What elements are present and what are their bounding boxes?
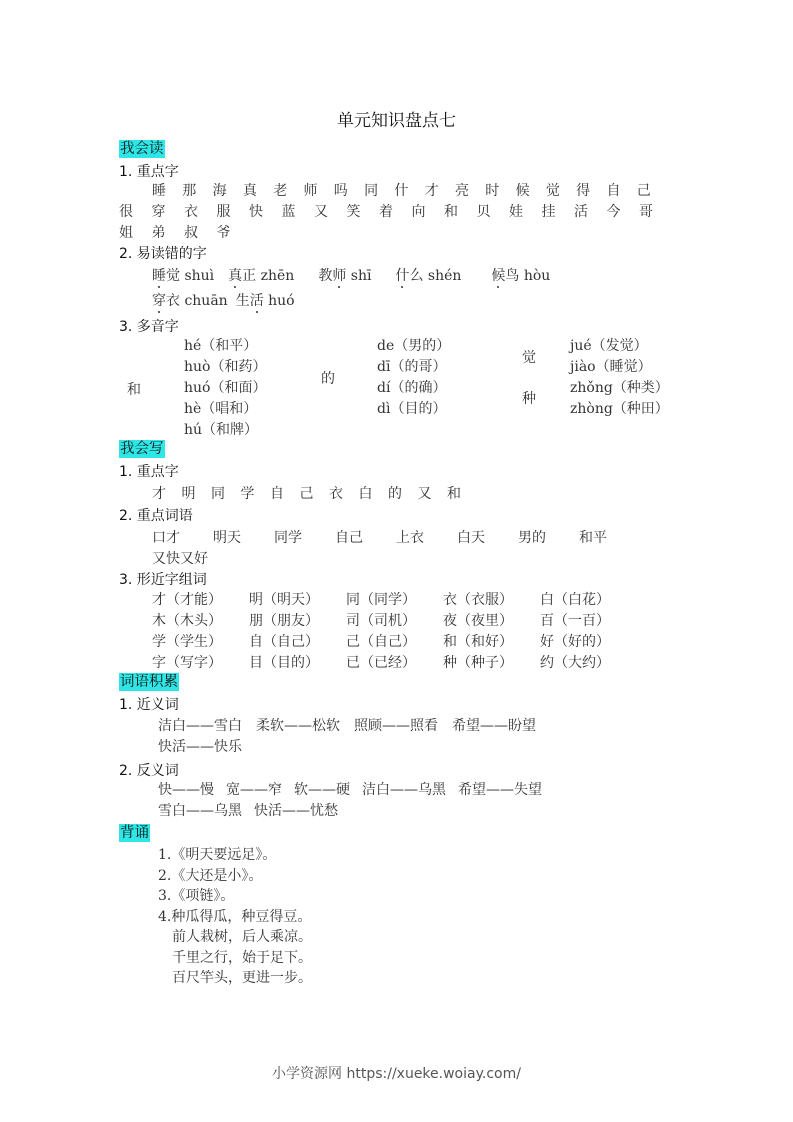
word: 自己	[335, 530, 363, 546]
page-title: 单元知识盘点七	[337, 111, 456, 131]
antonyms-line1	[158, 779, 554, 799]
poly-readings-de	[377, 336, 450, 420]
char: 才	[152, 486, 166, 502]
word: 软——硬	[294, 782, 350, 798]
similar-table	[152, 590, 637, 674]
key-words-line1	[152, 527, 640, 547]
antonyms-heading: 2. 反义词	[119, 763, 179, 779]
char: 着	[379, 204, 393, 220]
char: 海	[212, 183, 227, 199]
char: 的	[388, 486, 402, 502]
char: 自	[270, 486, 284, 502]
easy-wrong-line2	[152, 290, 295, 310]
word: 宽——窄	[226, 782, 282, 798]
easy-wrong-heading: 2. 易读错的字	[119, 246, 207, 262]
synonyms-line1	[158, 715, 550, 735]
similar-row: 木（木头） 朋（朋友） 司（司机） 夜（夜里） 百（一百）	[152, 613, 610, 629]
synonyms-line2	[158, 736, 256, 756]
char: 师	[303, 183, 318, 199]
char: 姐	[119, 225, 133, 241]
line: huò（和药）	[184, 359, 267, 375]
line: hú（和牌）	[184, 422, 259, 438]
char: 自	[606, 183, 621, 199]
char: 衣	[184, 204, 198, 220]
word: 快活——快乐	[158, 739, 242, 755]
poly-readings-he	[184, 336, 266, 441]
poly-char-he: 和	[127, 382, 141, 398]
char: 很	[119, 204, 133, 220]
easy-wrong-item: 真正 zhēn	[228, 268, 295, 284]
word: 希望——失望	[458, 782, 542, 798]
char: 又	[417, 486, 432, 502]
char: 己	[299, 486, 314, 502]
line: dì（目的）	[377, 401, 447, 417]
word: 明天	[213, 530, 241, 546]
char: 觉	[545, 183, 560, 199]
recite-poem	[172, 927, 312, 989]
section-label-recite: 背诵	[120, 825, 149, 841]
poly-char-de: 的	[321, 371, 335, 387]
poly-readings-zhong	[570, 378, 669, 420]
footer-source: 小学资源网 https://xueke.woiay.com/	[272, 1066, 521, 1082]
char: 得	[576, 183, 591, 199]
char: 哥	[639, 204, 653, 220]
char: 同	[364, 183, 379, 199]
word: 同学	[274, 530, 302, 546]
char: 穿	[151, 204, 166, 220]
char: 蓝	[281, 204, 296, 220]
char: 老	[273, 183, 288, 199]
line: hé（和平）	[184, 338, 258, 354]
line: huó（和面）	[184, 380, 267, 396]
char: 叔	[184, 225, 198, 241]
line: dí（的确）	[377, 380, 447, 396]
char: 亮	[454, 183, 469, 199]
char: 什	[394, 183, 409, 199]
word: 快活——忧愁	[254, 803, 338, 819]
char: 贝	[476, 204, 491, 220]
word: 洁白——雪白	[158, 718, 242, 734]
word: 又快又好	[152, 551, 208, 567]
char: 衣	[329, 486, 343, 502]
char: 今	[606, 204, 621, 220]
char: 候	[515, 183, 530, 199]
char: 学	[240, 486, 255, 502]
poly-char-zhong: 种	[522, 391, 536, 407]
antonyms-line2	[158, 800, 350, 820]
easy-wrong-item: 教师 shī	[318, 268, 372, 284]
line: 4.种瓜得瓜，种豆得豆。	[158, 908, 312, 925]
char: 同	[211, 486, 225, 502]
char: 又	[314, 204, 328, 220]
line: 1.《明天要远足》。	[158, 847, 277, 863]
synonyms-heading: 1. 近义词	[119, 697, 179, 713]
section-label-read: 我会读	[120, 141, 164, 157]
word: 和平	[579, 530, 607, 546]
char: 睡	[152, 183, 166, 199]
line: dī（的哥）	[377, 359, 447, 375]
word: 男的	[518, 530, 546, 546]
easy-wrong-line1	[152, 265, 550, 285]
char: 才	[424, 183, 439, 199]
easy-wrong-item: 穿衣 chuān	[152, 293, 228, 309]
char: 时	[485, 183, 500, 199]
char: 笑	[346, 204, 361, 220]
similar-heading: 3. 形近字组词	[119, 572, 207, 588]
word: 上衣	[396, 530, 424, 546]
read-key-chars-heading: 1. 重点字	[119, 164, 179, 180]
line: hè（唱和）	[184, 401, 258, 417]
char: 和	[444, 204, 458, 220]
similar-row: 学（学生） 自（自己） 己（自己） 和（和好） 好（好的）	[152, 634, 610, 650]
read-key-chars-line2	[119, 201, 672, 221]
char: 娃	[509, 204, 523, 220]
char: 己	[636, 183, 651, 199]
char: 吗	[333, 183, 348, 199]
char: 那	[182, 183, 197, 199]
char: 活	[574, 204, 588, 220]
line: 千里之行，始于足下。	[172, 949, 312, 966]
section-label-write: 我会写	[120, 441, 164, 457]
char: 白	[358, 486, 373, 502]
read-key-chars-line1	[152, 180, 667, 200]
polyphonic-heading: 3. 多音字	[119, 319, 179, 335]
word: 口才	[152, 530, 180, 546]
key-words-heading: 2. 重点词语	[119, 508, 193, 524]
write-key-chars	[152, 483, 477, 503]
char: 真	[242, 183, 257, 199]
char: 向	[411, 204, 426, 220]
word: 白天	[457, 530, 485, 546]
easy-wrong-item: 生活 huó	[235, 293, 295, 309]
similar-row: 字（写字） 目（目的） 已（已经） 种（种子） 约（大约）	[152, 655, 610, 671]
char: 弟	[151, 225, 166, 241]
easy-wrong-item: 候鸟 hòu	[491, 268, 551, 284]
char: 挂	[541, 204, 556, 220]
similar-row: 才（才能） 明（明天） 同（同学） 衣（衣服） 白（白花）	[152, 592, 610, 608]
poly-char-jue: 觉	[522, 350, 536, 366]
line: de（男的）	[377, 338, 451, 354]
word: 洁白——乌黑	[362, 782, 446, 798]
line: 百尺竿头，更进一步。	[172, 970, 312, 986]
write-key-chars-heading: 1. 重点字	[119, 464, 179, 480]
line: jué（发觉）	[570, 338, 648, 354]
poly-readings-jue	[570, 336, 652, 378]
char: 和	[447, 486, 461, 502]
char: 快	[249, 204, 263, 220]
word: 照顾——照看	[354, 718, 438, 734]
word: 快——慢	[158, 782, 214, 798]
key-words-line2	[152, 548, 208, 568]
char: 爷	[216, 225, 231, 241]
line: 前人栽树，后人乘凉。	[172, 929, 312, 945]
line: 3.《项链》。	[158, 888, 235, 904]
word: 柔软——松软	[256, 718, 340, 734]
word: 雪白——乌黑	[158, 803, 242, 819]
word: 希望——盼望	[452, 718, 536, 734]
char: 明	[181, 486, 196, 502]
line: zhǒng（种类）	[570, 380, 669, 396]
recite-list	[158, 845, 311, 927]
line: zhòng（种田）	[570, 401, 669, 417]
read-key-chars-line3	[119, 222, 249, 242]
section-label-vocab: 词语积累	[120, 674, 178, 690]
line: jiào（睡觉）	[570, 359, 652, 375]
easy-wrong-item: 睡觉 shuì	[152, 268, 215, 284]
easy-wrong-item: 什么 shén	[395, 268, 462, 284]
char: 服	[216, 204, 231, 220]
line: 2.《大还是小》。	[158, 867, 263, 884]
